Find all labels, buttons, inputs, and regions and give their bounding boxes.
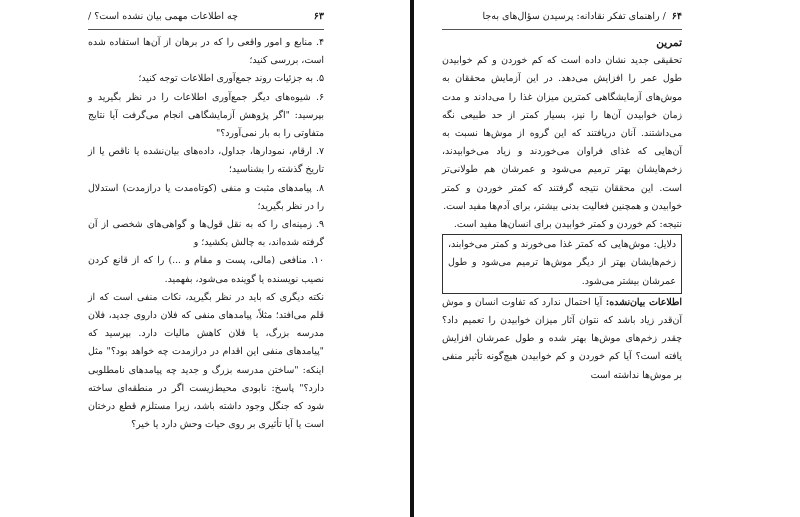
header-rule bbox=[442, 29, 682, 30]
page-number: ۶۳ bbox=[313, 11, 324, 22]
running-header bbox=[442, 10, 682, 24]
list-item: ۷. ارقام، نمودارها، جداول، داده‌های بیان‌نشده یا ناقص یا از تاریخ گذشته را بشناسید؛ bbox=[88, 146, 324, 176]
book-title: / راهنمای تفکر نقادانه: پرسیدن سؤال‌های به‌جا bbox=[482, 11, 666, 22]
list-item: ۱۰. منافعی (مالی، پست و مقام و ...) را که از قانع کردن نصیب نویسنده یا گوینده می‌شود، بفهمید. bbox=[88, 255, 324, 285]
list-item: ۵. به جزئیات روند جمع‌آوری اطلاعات توجه کنید؛ bbox=[138, 73, 324, 85]
page-body bbox=[442, 34, 682, 385]
list-item: ۸. پیامدهای مثبت و منفی (کوتاه‌مدت یا درازمدت) استدلال را در نظر بگیرید؛ bbox=[88, 182, 324, 212]
unstated-info bbox=[442, 294, 682, 385]
page-body bbox=[88, 34, 324, 434]
right-page bbox=[414, 0, 800, 517]
list-item: ۴. منابع و امور واقعی را که در برهان از آن‌ها استفاده شده است، بررسی کنید؛ bbox=[88, 37, 324, 67]
body-paragraph: نکته دیگری که باید در نظر بگیرید، نکات منفی است که از قلم می‌افتد؛ مثلاً، پیامدهای منفی که فلان داروی جدید، فلان مدرسه بزرگ، یا فلان کاهش مالیات دارد. بپرسید که "پیامدهای منفی این اقدام در درازمدت چه خواهد بود؟" مثل اینکه: "ساختن مدرسه بزرگ و جدید چه پیامدهای نامطلوبی دارد؟" پاسخ: نابودی محیط‌زیست اگر در منطقه‌ای ساخته شود که جنگل وجود داشته باشد، زیرا مستلزم قطع درختان است یا آیا تأثیری بر روی حیات وحش دارد یا خیر؟ bbox=[88, 291, 324, 431]
unstated-text: آیا احتمال ندارد که تفاوت انسان و موش آن‌قدر زیاد باشد که نتوان آثار میزان خوابیدن را تعمیم داد؟ چقدر زخم‌های موش‌ها بهتر شده و طول عمرشان افزایش یافته است؟ آیا کم خوردن و کم خوابیدن هیچ‌گونه تأثیر منفی بر موش‌ها نداشته است bbox=[442, 296, 682, 381]
header-rule bbox=[88, 29, 324, 30]
unstated-label: اطلاعات بیان‌نشده: bbox=[605, 296, 682, 308]
reasons-box: دلایل: موش‌هایی که کمتر غذا می‌خورند و کمتر می‌خوابند، زخم‌هایشان بهتر از دیگر موش‌ها ترمیم می‌شود و طول عمرشان بیشتر می‌شود. bbox=[442, 234, 682, 294]
page-number: ۶۴ bbox=[671, 11, 682, 22]
body-paragraph: تحقیقی جدید نشان داده است که کم خوردن و کم خوابیدن طول عمر را افزایش می‌دهد. در این آزمایش محققان به موش‌های آزمایشگاهی کمترین میزان غذا را می‌دادند و مدت زمان خوابیدن آن‌ها را نیز، بسیار کمتر از حد طبیعی نگه می‌داشتند. آنان دریافتند که این گروه از موش‌ها نسبت به آن‌هایی که غذای فراوان می‌خوردند و زیاد می‌خوابیدند، زخم‌هایشان بهتر ترمیم می‌شود و عمرشان هم طولانی‌تر است. این محققان نتیجه گرفتند که کمتر خوردن و کمتر خوابیدن و همچنین فعالیت بدنی بیشتر، برای آدم‌ها مفید است. bbox=[442, 55, 682, 212]
running-header bbox=[88, 10, 324, 24]
list-item: ۹. زمینه‌ای را که به نقل قول‌ها و گواهی‌های شخصی از آن گرفته شده‌اند، به چالش بکشید؛ و bbox=[88, 219, 324, 249]
chapter-title: چه اطلاعات مهمی بیان نشده است؟ / bbox=[88, 11, 238, 22]
conclusion-text: نتیجه: کم خوردن و کمتر خوابیدن برای انسان‌ها مفید است. bbox=[453, 219, 682, 231]
list-item: ۶. شیوه‌های دیگر جمع‌آوری اطلاعات را در نظر بگیرید و بپرسید: "اگر پژوهش آزمایشگاهی انجام می‌گرفت آیا نتایج متفاوتی را به بار نمی‌آورد؟" bbox=[88, 91, 324, 140]
section-title: تمرین bbox=[656, 37, 682, 49]
